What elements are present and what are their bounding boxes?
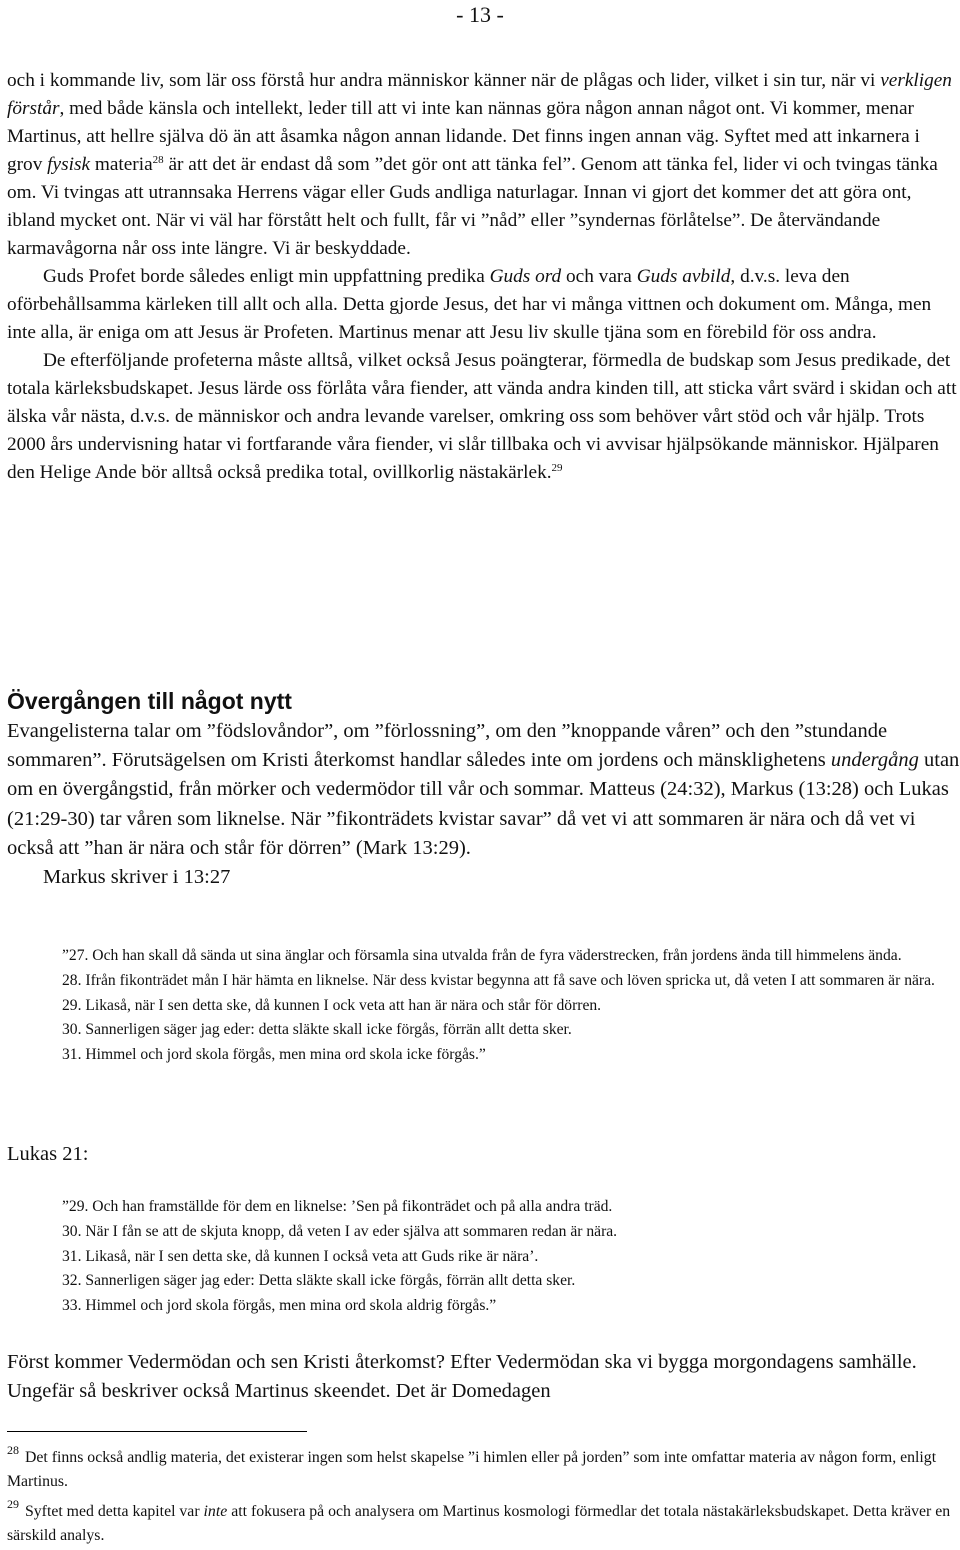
paragraph-suffering: och i kommande liv, som lär oss förstå hur andra människor känner när de plågas och lider, vilket i sin tur, när vi verkligen förstår, med både känsla och intellekt, leder till att vi inte kan nännas göra någon annan något ont. Vi kommer, menar Martinus, att hellre själva dö än att åsamka någon annan lidande. Det finns ingen annan väg. Syftet med att inkarnera i grov fysisk materia$^{28}$ är att det är endast då som ”det gör ont att tänka fel”. Genom att tänka fel, lider vi och tvingas tänka om. Vi tvingas att utrannsaka Herrens vägar eller Guds andliga naturlagar. Innan vi gjort det kommer det att göra ont, ibland mycket ont. När vi väl har förstått helt och fullt, får vi ”nåd” eller ”syndernas förlåtelse”. De återvändande karmavågorna når oss inte längre. Vi är beskyddade. Guds Profet borde således enligt min uppfattning predika Guds ord och vara Guds avbild, d.v.s. leva den oförbehållsamma kärleken till allt och alla. Detta gjorde Jesus, det har vi många vittnen och dokument om. Många, men inte alla, är eniga om att Jesus är Profeten. Martinus menar att Jesu liv skulle tjäna som en förebild för oss andra. De efterföljande profeterna måste alltså, vilket också Jesus poängterar, förmedla de budskap som Jesus predikade, det totala kärleksbudskapet. Jesus lärde oss förlåta våra fiender, att vända andra kinden till, att sticka vårt svärd i skidan och att älska vår nästa, d.v.s. de människor och andra levande varelser, omkring oss som behöver vårt stöd och vår hjälp. Trots 2000 års undervisning hatar vi fortfarande våra fiender, vi slår tillbaka och vi avvisar hjälpsökande människor. Hjälparen den Helige Ande bör alltså också predika total, ovillkorlig nästakärlek.$^{29}$	[7, 67, 960, 487]
quote-verse: 28. Ifrån fikonträdet mån I här hämta en liknelse. När dess kvistar begynna att få save och löven spricka ut, då veten I att sommaren är nära.	[62, 971, 935, 989]
quote-verse: 33. Himmel och jord skola förgås, men mina ord skola aldrig förgås.”	[62, 1297, 497, 1315]
quote-verse: ”29. Och han framställde för dem en liknelse: ’Sen på fikonträdet och på alla andra träd.	[62, 1198, 613, 1215]
paragraph-tribulation: Först kommer Vedermödan och sen Kristi återkomst? Efter Vedermödan ska vi bygga morgondagens samhälle. Ungefär så beskriver också Martinus skeendet. Det är Domedagen	[7, 1351, 917, 1402]
quote-verse: 30. Sannerligen säger jag eder: detta släkte skall icke förgås, förrän allt detta sker.	[62, 1021, 572, 1039]
paragraph-prophet: Guds Profet borde således enligt min uppfattning predika Guds ord och vara Guds avbild, d.v.s. leva den oförbehållsamma kärleken till allt och alla. Detta gjorde Jesus, det har vi många vittnen och dokument om. Många, men inte alla, är eniga om att Jesus är Profeten. Martinus menar att Jesu liv skulle tjäna som en förebild för oss andra.	[7, 266, 932, 343]
paragraph-evangelists: Evangelisterna talar om ”födslovåndor”, om ”förlossning”, om den ”knoppande våren” och den ”stundande sommaren”. Förutsägelsen om Kristi återkomst handlar således inte om jordens och mänsklighetens undergång utan om en övergångstid, från mörker och vedermödor till vår och sommar. Matteus (24:32), Markus (13:28) och Lukas (21:29-30) tar våren som liknelse. När ”fikonträdets kvistar savar” då vet vi att sommaren är nära och då vet vi också att ”han är nära och står för dörren” (Mark 13:29). Markus skriver i 13:27	[7, 717, 960, 892]
footnote-28: $^{28}$ Det finns också andlig materia, det existerar ingen som helst skapelse ”i himlen eller på jorden” som inte omfattar materia av någon form, enligt Martinus.	[7, 1443, 937, 1490]
quote-verse: 31. Himmel och jord skola förgås, men mina ord skola icke förgås.”	[62, 1046, 486, 1064]
footnote-ref-29[interactable]: 29	[551, 462, 563, 474]
section-heading: Övergången till något nytt	[7, 688, 292, 714]
quote-verse: ”27. Och han skall då sända ut sina änglar och församla sina utvalda från de fyra väderstrecken, från jordens ända till himmelens ända.	[62, 947, 902, 964]
quote-mark-13	[62, 944, 952, 1068]
footnote-number: 29	[7, 1497, 19, 1511]
quote-luke-21	[62, 1195, 952, 1319]
footnote-divider	[7, 1431, 307, 1432]
quote-verse: 31. Likaså, när I sen detta ske, då kunnen I också veta att Guds rike är nära’.	[62, 1247, 539, 1265]
quote-verse: 29. Likaså, när I sen detta ske, då kunnen I ock veta att han är nära och står för dörren.	[62, 996, 602, 1014]
quote-verse: 30. När I fån se att de skjuta knopp, då veten I av eder själva att sommaren redan är nära.	[62, 1222, 618, 1240]
footnote-number: 28	[7, 1443, 19, 1457]
quote-verse: 32. Sannerligen säger jag eder: Detta släkte skall icke förgås, förrän allt detta sker.	[62, 1272, 576, 1290]
page-number: - 13 -	[456, 2, 504, 27]
footnote-29: $^{29}$ Syftet med detta kapitel var inte att fokusera på och analysera om Martinus kosmologi förmedlar det totala nästakärleksbudskapet. Detta kräver en särskild analys.	[7, 1497, 951, 1544]
paragraph-love-message: De efterföljande profeterna måste alltså, vilket också Jesus poängterar, förmedla de budskap som Jesus predikade, det totala kärleksbudskapet. Jesus lärde oss förlåta våra fiender, att vända andra kinden till, att sticka vårt svärd i skidan och att älska vår nästa, d.v.s. de människor och andra levande varelser, omkring oss som behöver vårt stöd och vår hjälp. Trots 2000 års undervisning hatar vi fortfarande våra fiender, vi slår tillbaka och vi avvisar hjälpsökande människor. Hjälparen den Helige Ande bör alltså också predika total, ovillkorlig nästakärlek.$^{29}$	[7, 350, 957, 483]
footnote-ref-28[interactable]: 28	[152, 154, 164, 166]
paragraph-mark-intro: Markus skriver i 13:27	[43, 866, 231, 889]
lukas-label: Lukas 21:	[7, 1143, 89, 1165]
